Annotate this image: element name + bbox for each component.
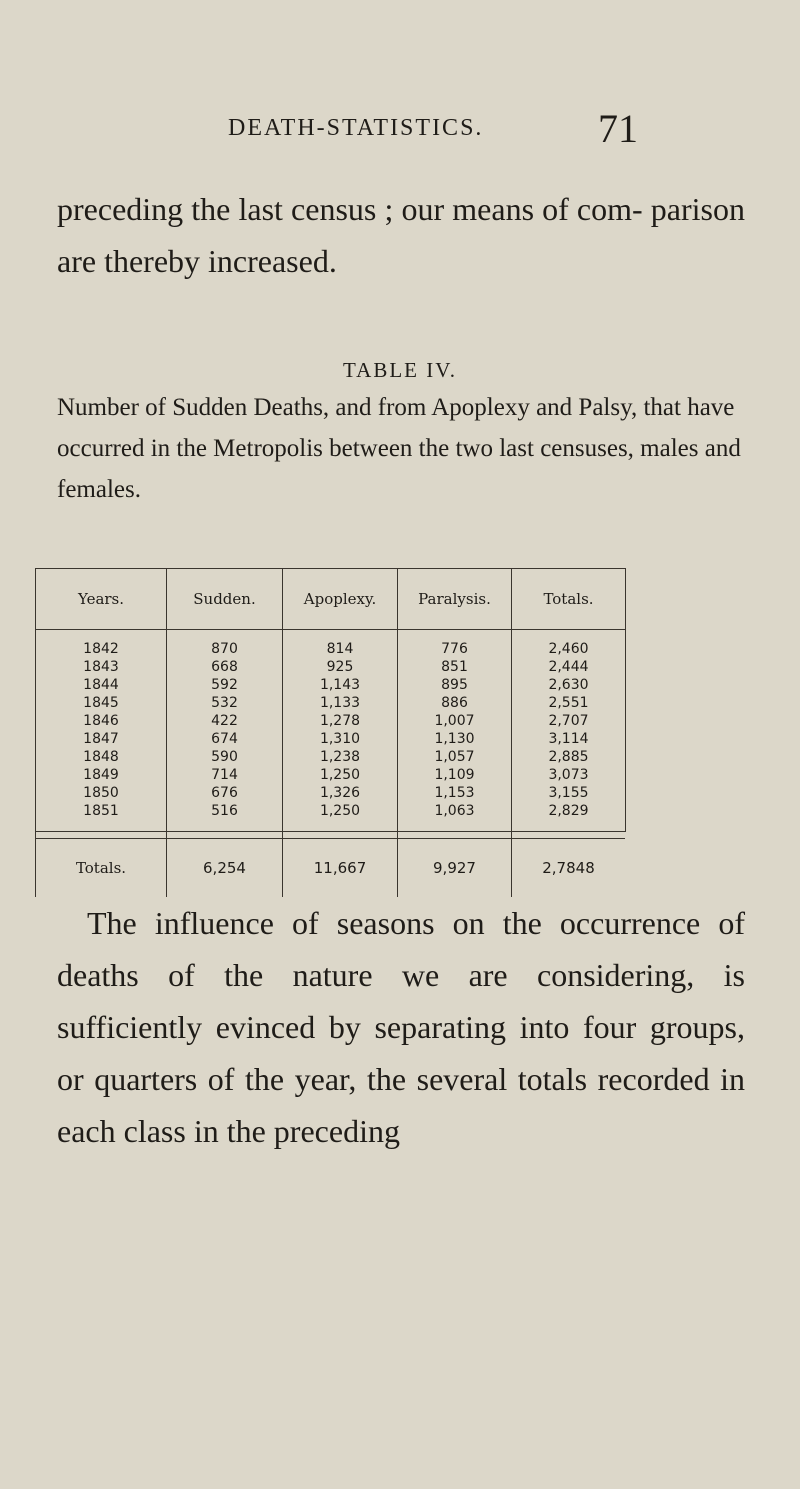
table-cell: 1845 [36,694,167,712]
table-cell: 2,707 [512,712,626,730]
table-cell: 1851 [36,802,167,839]
table-cell: 1847 [36,730,167,748]
table-cell: 3,155 [512,784,626,802]
table-cell: 1844 [36,676,167,694]
total-cell: 9,927 [398,839,512,898]
table-cell: 2,444 [512,658,626,676]
table-row [36,694,626,712]
table-cell: 1,133 [283,694,398,712]
total-cell: 2,7848 [512,839,626,898]
table-row [36,802,626,839]
table-cell: 814 [283,630,398,659]
table-cell: 1,250 [283,802,398,839]
table-cell: 2,460 [512,630,626,659]
page-number: 71 [598,106,638,151]
table-row [36,676,626,694]
column-header: Totals. [512,569,626,630]
table-cell: 895 [398,676,512,694]
table-cell: 1,153 [398,784,512,802]
table-cell: 1,143 [283,676,398,694]
table-cell: 2,630 [512,676,626,694]
table-cell: 776 [398,630,512,659]
total-cell: 11,667 [283,839,398,898]
table-cell: 1843 [36,658,167,676]
table-cell: 886 [398,694,512,712]
paragraph-bottom: The influence of seasons on the occurrence of deaths of the nature we are considering, is sufficiently evinced by separating into four groups, or quarters of the year, the several totals recorded in each class in the preceding [57,905,745,1149]
table-cell: 1,310 [283,730,398,748]
table-cell: 516 [167,802,283,839]
table-title: TABLE IV. [343,358,457,382]
table-cell: 592 [167,676,283,694]
table-cell: 422 [167,712,283,730]
statistics-table [35,568,626,877]
table-row [36,748,626,766]
table-cell: 1842 [36,630,167,659]
table-cell: 1,238 [283,748,398,766]
table-cell: 714 [167,766,283,784]
table-cell: 1846 [36,712,167,730]
table-cell: 3,114 [512,730,626,748]
total-cell: 6,254 [167,839,283,898]
table-cell: 2,885 [512,748,626,766]
table-row [36,730,626,748]
table-cell: 2,551 [512,694,626,712]
table-row [36,658,626,676]
column-header: Apoplexy. [283,569,398,630]
table-cell: 590 [167,748,283,766]
table-cell: 1,278 [283,712,398,730]
running-title: DEATH-STATISTICS. [228,115,484,141]
table-cell: 1850 [36,784,167,802]
table-cell: 3,073 [512,766,626,784]
table-cell: 1,109 [398,766,512,784]
table-cell: 1,007 [398,712,512,730]
table-caption: Number of Sudden Deaths, and from Apoplexy and Palsy, that have occurred in the Metropolis between the two last censuses, males and females. [57,394,741,503]
table-cell: 1,130 [398,730,512,748]
table-row [36,630,626,659]
table-cell: 676 [167,784,283,802]
table-cell: 1849 [36,766,167,784]
column-header: Paralysis. [398,569,512,630]
table-row [36,712,626,730]
table-cell: 2,829 [512,802,626,839]
table-cell: 1,063 [398,802,512,839]
table-cell: 851 [398,658,512,676]
table-cell: 870 [167,630,283,659]
table-cell: 674 [167,730,283,748]
totals-row [36,839,626,898]
table-header-row [36,569,626,630]
table-cell: 1,326 [283,784,398,802]
table-cell: 668 [167,658,283,676]
table-cell: 925 [283,658,398,676]
column-header: Sudden. [167,569,283,630]
table-row [36,784,626,802]
table-cell: 1,057 [398,748,512,766]
table-cell: 1848 [36,748,167,766]
table-row [36,766,626,784]
table-cell: 532 [167,694,283,712]
column-header: Years. [36,569,167,630]
paragraph-top: preceding the last census ; our means of com- parison are thereby increased. [57,191,745,279]
page-header [0,106,800,155]
table-cell: 1,250 [283,766,398,784]
totals-label: Totals. [36,839,167,898]
